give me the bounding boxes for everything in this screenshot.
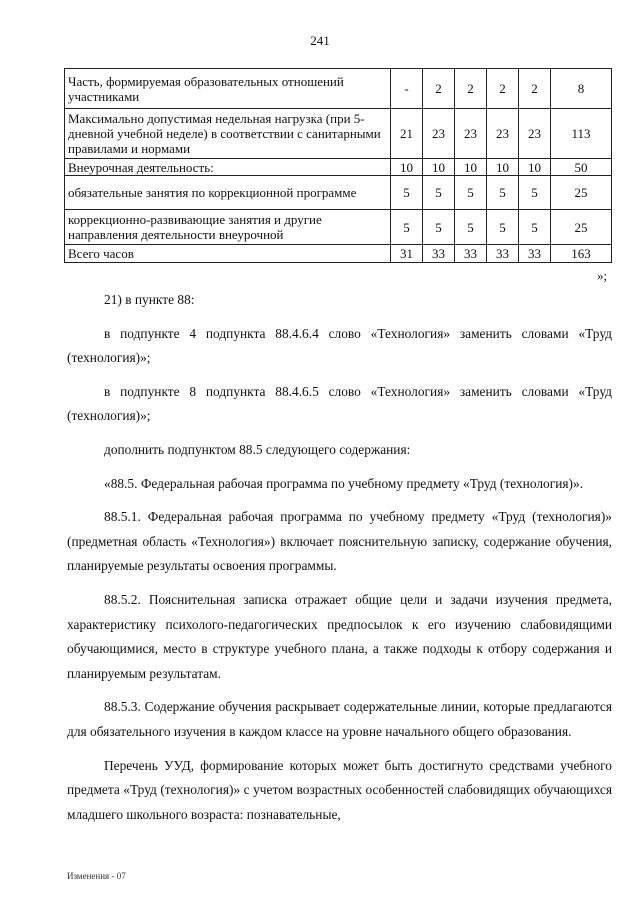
table-cell: 5 bbox=[391, 210, 423, 245]
hours-table bbox=[64, 68, 612, 263]
paragraph: 88.5.1. Федеральная рабочая программа по учебному предмету «Труд (технология)» (предметная область «Технология») включает пояснительную записку, содержание обучения, планируемые результаты освоения программы. bbox=[67, 509, 612, 574]
row-label: Внеурочная деятельность: bbox=[65, 159, 391, 176]
row-label: Часть, формируемая образовательных отношений участниками bbox=[65, 69, 391, 109]
paragraph: Перечень УУД, формирование которых может быть достигнуто средствами учебного предмета «Труд (технология)» с учетом возрастных особенностей слабовидящих обучающихся младшего школьного возраста: познавательные, bbox=[67, 757, 612, 822]
table-cell-total: 163 bbox=[551, 245, 612, 263]
table-row bbox=[65, 109, 612, 159]
table-cell-total: 50 bbox=[551, 159, 612, 176]
page-number: 241 bbox=[310, 33, 330, 48]
table-cell-total: 25 bbox=[551, 210, 612, 245]
table-cell: 2 bbox=[519, 69, 551, 109]
table-cell: 5 bbox=[391, 176, 423, 210]
table-cell: 33 bbox=[487, 245, 519, 263]
document-body bbox=[67, 288, 612, 827]
paragraph: в подпункте 8 подпункта 88.4.6.5 слово «Технология» заменить словами «Труд (технология)»; bbox=[67, 383, 612, 424]
table-row bbox=[65, 210, 612, 245]
table-cell-total: 25 bbox=[551, 176, 612, 210]
table-cell: 5 bbox=[519, 176, 551, 210]
paragraph: «88.5. Федеральная рабочая программа по учебному предмету «Труд (технология)». bbox=[104, 475, 584, 491]
table-cell: 33 bbox=[423, 245, 455, 263]
table-cell: 23 bbox=[487, 109, 519, 159]
table-cell: 10 bbox=[423, 159, 455, 176]
row-label: Максимально допустимая недельная нагрузка (при 5-дневной учебной неделе) в соответствии с санитарными правилами и нормами bbox=[65, 109, 391, 159]
table-cell: 5 bbox=[487, 176, 519, 210]
table-cell: 33 bbox=[455, 245, 487, 263]
paragraph: 88.5.2. Пояснительная записка отражает общие цели и задачи изучения предмета, характеристику психолого-педагогических предпосылок к его изучению слабовидящими обучающимися, место в структуре учебного плана, а также подходы к отбору содержания и планируемым результатам. bbox=[67, 591, 612, 681]
table-cell: 10 bbox=[391, 159, 423, 176]
table-cell-total: 8 bbox=[551, 69, 612, 109]
table-cell: 2 bbox=[423, 69, 455, 109]
table-row bbox=[65, 176, 612, 210]
table-cell: 5 bbox=[487, 210, 519, 245]
table-cell: 2 bbox=[455, 69, 487, 109]
table-cell: 5 bbox=[423, 210, 455, 245]
row-label: коррекционно-развивающие занятия и другие направления деятельности внеурочной bbox=[65, 210, 391, 245]
paragraph: дополнить подпунктом 88.5 следующего содержания: bbox=[104, 441, 411, 457]
row-label: обязательные занятия по коррекционной программе bbox=[65, 176, 391, 210]
table-row bbox=[65, 69, 612, 109]
table-cell: 23 bbox=[423, 109, 455, 159]
table-cell: 10 bbox=[455, 159, 487, 176]
table-cell: 33 bbox=[519, 245, 551, 263]
paragraph: 88.5.3. Содержание обучения раскрывает содержательные линии, которые предлагаются для обязательного изучения в каждом классе на уровне начального общего образования. bbox=[67, 699, 612, 739]
table-cell: 23 bbox=[455, 109, 487, 159]
paragraph: в подпункте 4 подпункта 88.4.6.4 слово «Технология» заменить словами «Труд (технология)»; bbox=[67, 325, 612, 366]
table-cell: - bbox=[391, 69, 423, 109]
table-cell: 5 bbox=[519, 210, 551, 245]
table-row bbox=[65, 159, 612, 176]
table-cell: 23 bbox=[519, 109, 551, 159]
paragraph: 21) в пункте 88: bbox=[104, 292, 195, 307]
table-cell-total: 113 bbox=[551, 109, 612, 159]
table-cell: 31 bbox=[391, 245, 423, 263]
table-cell: 5 bbox=[455, 176, 487, 210]
table-cell: 10 bbox=[487, 159, 519, 176]
table-cell: 21 bbox=[391, 109, 423, 159]
table-row bbox=[65, 245, 612, 263]
table-cell: 5 bbox=[423, 176, 455, 210]
table-cell: 5 bbox=[455, 210, 487, 245]
table-cell: 10 bbox=[519, 159, 551, 176]
table-cell: 2 bbox=[487, 69, 519, 109]
footer-note: Изменения - 07 bbox=[67, 871, 126, 881]
row-label: Всего часов bbox=[65, 245, 391, 263]
closing-quote-mark: »; bbox=[597, 268, 608, 283]
